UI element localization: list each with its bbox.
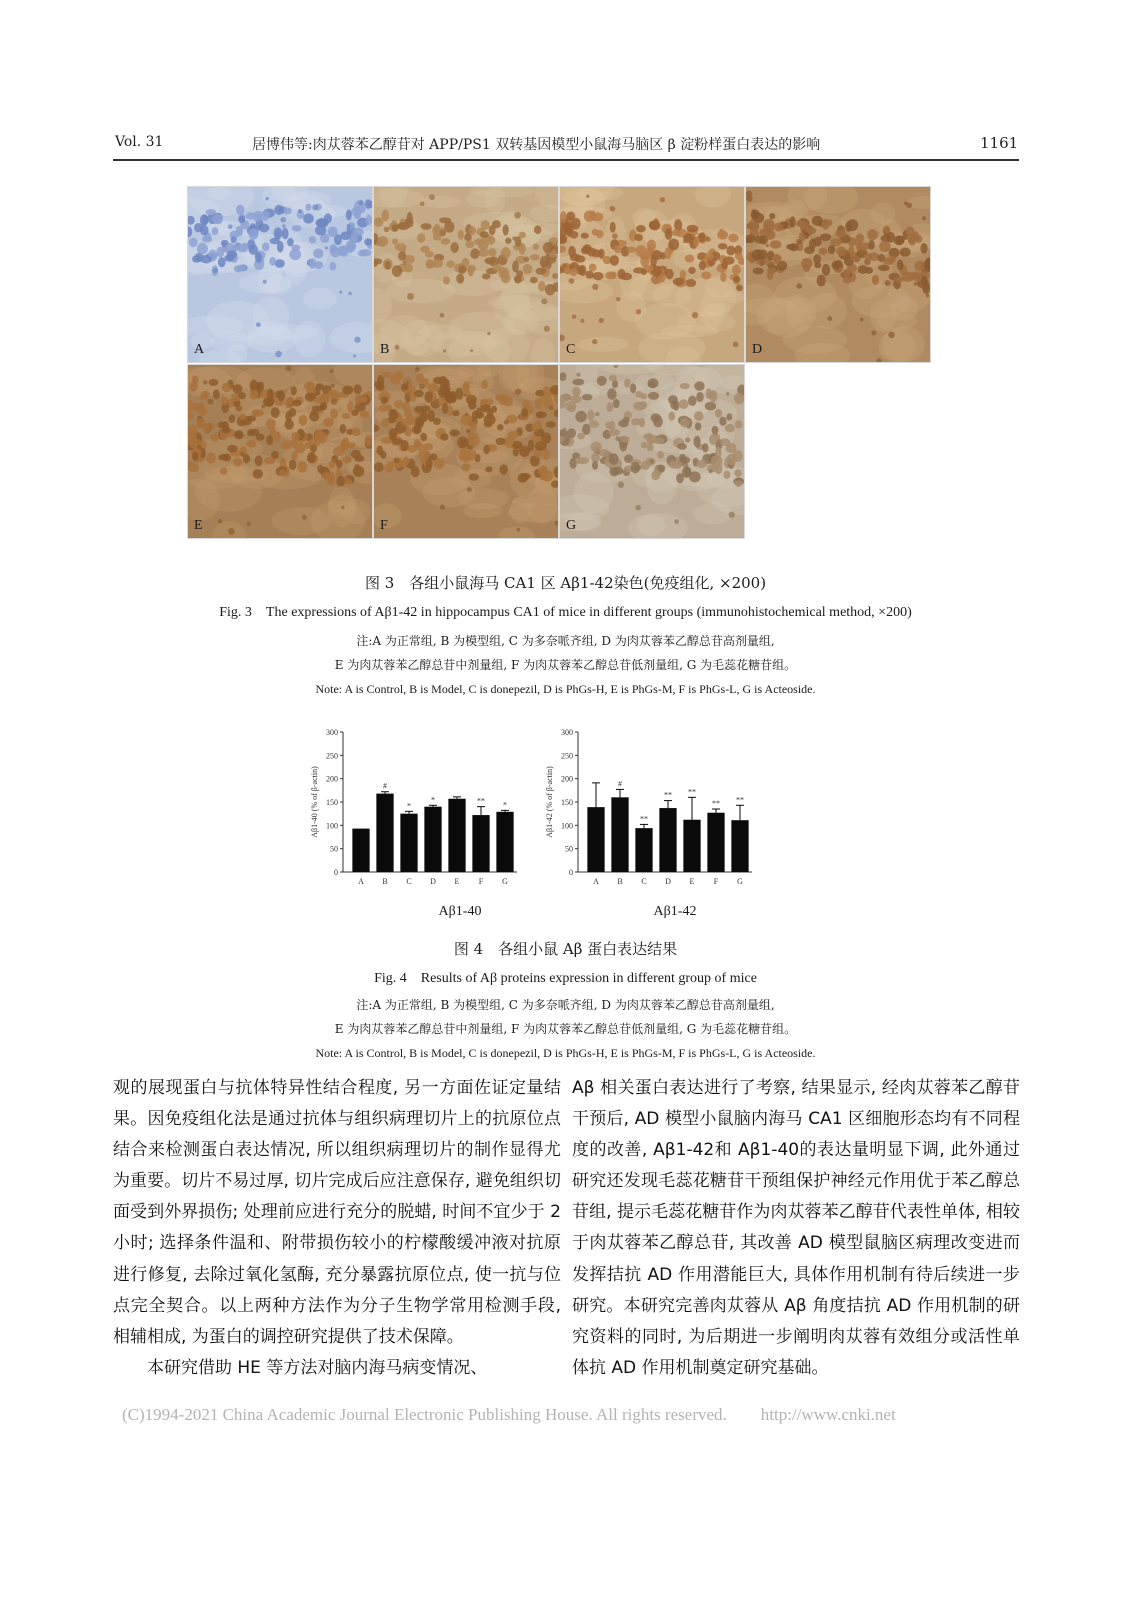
fig3-caption-cn: 图 3 各组小鼠海马 CA1 区 Aβ1-42染色(免疫组化, ×200) [364, 574, 767, 592]
fig4-caption-en: Fig. 4 Results of Aβ proteins expression in different group of mice [374, 971, 757, 986]
bar [376, 794, 393, 872]
x-tick-label: A [358, 877, 364, 886]
micrograph-panel [559, 364, 745, 539]
bar [731, 820, 748, 872]
x-tick-label: G [737, 877, 743, 886]
x-tick-label: A [593, 877, 599, 886]
y-tick-label: 0 [569, 868, 573, 877]
bar [707, 813, 724, 872]
x-tick-label: E [454, 877, 460, 886]
y-tick-label: 150 [326, 798, 338, 807]
fig4-note-cn-2: E 为肉苁蓉苯乙醇总苷中剂量组, F 为肉苁蓉苯乙醇总苷低剂量组, G 为毛蕊花糖苷组。 [334, 1022, 797, 1036]
running-title: 居博伟等:肉苁蓉苯乙醇苷对 APP/PS1 双转基因模型小鼠海马脑区 β 淀粉样蛋白表达的影响 [252, 137, 821, 153]
y-tick-label: 200 [326, 774, 338, 784]
x-tick-label: D [430, 877, 436, 886]
significance-mark: ** [712, 799, 720, 808]
y-tick-label: 0 [334, 868, 338, 877]
bar [424, 807, 441, 872]
panel-label: A [194, 342, 205, 357]
fig4-note-cn-1: 注:A 为正常组, B 为模型组, C 为多奈哌齐组, D 为肉苁蓉苯乙醇总苷高剂量组, [356, 998, 775, 1012]
significance-mark: ** [688, 787, 696, 797]
y-axis-label: Aβ1-42 (% of β-actin) [545, 766, 554, 838]
micrograph-panel [373, 186, 559, 363]
micrograph-panel [187, 364, 373, 539]
x-tick-label: C [406, 877, 412, 886]
bar [587, 807, 604, 872]
x-tick-label: G [502, 877, 508, 886]
significance-mark: ** [736, 795, 744, 805]
fig4-note-en: Note: A is Control, B is Model, C is donepezil, D is PhGs-H, E is PhGs-M, F is PhGs-L, G is Acteoside. [315, 1046, 816, 1060]
panel-label: F [380, 518, 388, 533]
chart-abeta-1-42-title: Aβ1-42 [653, 904, 697, 919]
bar [472, 815, 489, 872]
body-column-right [572, 1073, 1020, 1384]
fig3-note-cn-2: E 为肉苁蓉苯乙醇总苷中剂量组, F 为肉苁蓉苯乙醇总苷低剂量组, G 为毛蕊花糖苷组。 [334, 658, 797, 672]
y-tick-label: 300 [326, 728, 338, 737]
chart-abeta-1-40 [305, 722, 545, 911]
bar [611, 797, 628, 872]
x-tick-label: B [382, 877, 388, 886]
body-paragraph: 本研究借助 HE 等方法对脑内海马病变情况、 [147, 1357, 488, 1378]
micrograph-panel [373, 364, 559, 539]
page-number: 1161 [980, 134, 1019, 152]
significance-mark: ** [664, 790, 672, 800]
fig3-note-en: Note: A is Control, B is Model, C is donepezil, D is PhGs-H, E is PhGs-M, F is PhGs-L, G is Acteoside. [315, 682, 816, 696]
significance-mark: * [503, 800, 507, 810]
copyright-footer: (C)1994-2021 China Academic Journal Electronic Publishing House. All rights reserved. http://www.cnki.net [122, 1405, 896, 1424]
significance-mark: ** [477, 796, 485, 806]
panel-label: E [194, 518, 203, 533]
chart-abeta-1-42 [540, 722, 780, 911]
bar [352, 829, 369, 872]
x-tick-label: F [478, 877, 484, 886]
bar [635, 828, 652, 872]
y-tick-label: 50 [330, 844, 338, 854]
panel-label: C [566, 342, 576, 357]
y-tick-label: 300 [561, 728, 573, 737]
header-rule [113, 159, 1019, 161]
micrograph-panel [559, 186, 745, 363]
significance-mark: # [618, 779, 622, 789]
bar [496, 812, 513, 872]
y-tick-label: 150 [561, 798, 573, 807]
significance-mark: ** [640, 814, 648, 824]
fig3-note-cn-1: 注:A 为正常组, B 为模型组, C 为多奈哌齐组, D 为肉苁蓉苯乙醇总苷高剂量组, [356, 634, 775, 648]
panel-label: D [752, 342, 763, 357]
panel-label: G [566, 518, 577, 533]
body-column-left [113, 1073, 561, 1384]
bar [400, 814, 417, 872]
bar [659, 808, 676, 872]
y-tick-label: 200 [561, 774, 573, 784]
bar [683, 820, 700, 872]
x-tick-label: E [689, 877, 695, 886]
x-tick-label: C [641, 877, 647, 886]
chart-abeta-1-40-title: Aβ1-40 [438, 904, 482, 919]
panel-label: B [380, 342, 390, 357]
body-paragraph: Aβ 相关蛋白表达进行了考察, 结果显示, 经肉苁蓉苯乙醇苷干预后, AD 模型小鼠脑内海马 CA1 区细胞形态均有不同程度的改善, Aβ1-42和 Aβ1-40的表达量明显下调, 此外通过研究还发现毛蕊花糖苷干预组保护神经元作用优于苯乙醇总苷组, 提示毛蕊花糖苷作为肉苁蓉苯乙醇苷代表性单体, 相较于肉苁蓉苯乙醇总苷, 其改善 AD 模型鼠脑区病理改变进而发挥拮抗 AD 作用潜能巨大, 具体作用机制有待后续进一步研究。本研究完善肉苁蓉从 Aβ 角度拮抗 AD 作用机制的研究资料的同时, 为后期进一步阐明肉苁蓉有效组分或活性单体抗 AD 作用机制奠定研究基础。 [572, 1078, 1020, 1378]
bar [448, 799, 465, 872]
micrograph-panel [187, 186, 373, 363]
micrograph-panel [745, 186, 931, 363]
volume-label: Vol. 31 [115, 134, 164, 150]
significance-mark: * [407, 801, 411, 811]
y-tick-label: 50 [565, 844, 573, 854]
x-tick-label: D [665, 877, 671, 886]
significance-mark: * [431, 795, 435, 805]
y-tick-label: 250 [561, 751, 573, 761]
body-paragraph: 观的展现蛋白与抗体特异性结合程度, 另一方面佐证定量结果。因免疫组化法是通过抗体与组织病理切片上的抗原位点结合来检测蛋白表达情况, 所以组织病理切片的制作显得尤为重要。切片不易过厚, 切片完成后应注意保存, 避免组织切面受到外界损伤; 处理前应进行充分的脱蜡, 时间不宜少于 2 小时; 选择条件温和、附带损伤较小的柠檬酸缓冲液对抗原进行修复, 去除过氧化氢酶, 充分暴露抗原位点, 使一抗与位点完全契合。以上两种方法作为分子生物学常用检测手段, 相辅相成, 为蛋白的调控研究提供了技术保障。 [113, 1078, 561, 1347]
x-tick-label: B [617, 877, 623, 886]
significance-mark: # [383, 781, 387, 791]
y-tick-label: 250 [326, 751, 338, 761]
y-tick-label: 100 [326, 821, 338, 831]
y-tick-label: 100 [561, 821, 573, 831]
fig3-caption-en: Fig. 3 The expressions of Aβ1-42 in hippocampus CA1 of mice in different groups (immunohistochemical method, ×200) [219, 605, 912, 620]
y-axis-label: Aβ1-40 (% of β-actin) [310, 766, 319, 838]
fig4-caption-cn: 图 4 各组小鼠 Aβ 蛋白表达结果 [453, 940, 678, 958]
x-tick-label: F [713, 877, 719, 886]
